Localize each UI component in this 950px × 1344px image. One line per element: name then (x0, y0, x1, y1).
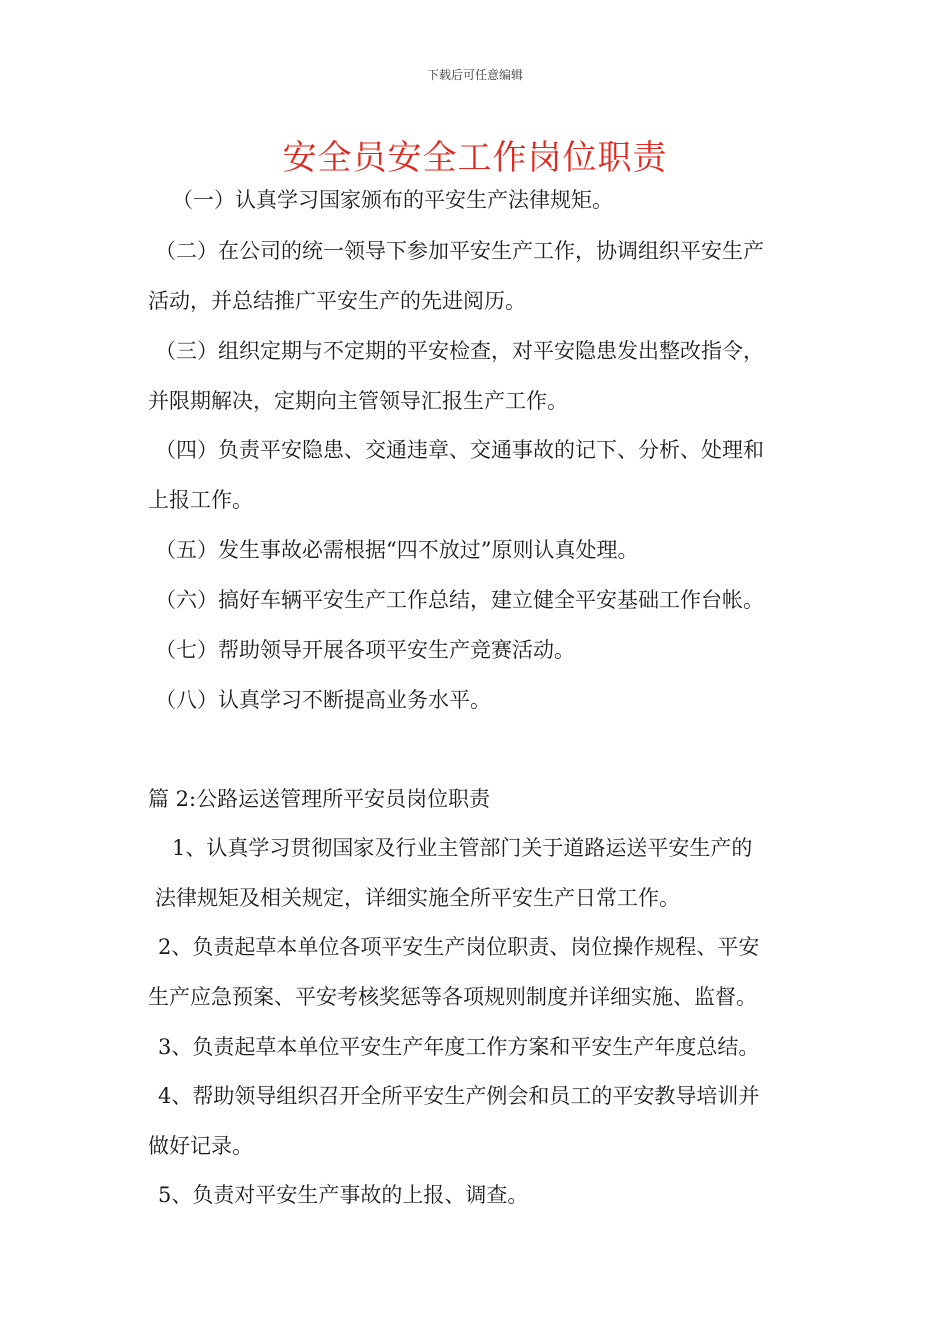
paragraph-line: 上报工作。 (148, 488, 253, 512)
paragraph-line: 2、负责起草本单位各项平安生产岗位职责、岗位操作规程、平安 (158, 935, 760, 959)
paragraph-line: 5、负责对平安生产事故的上报、调查。 (158, 1183, 529, 1207)
paragraph-line: （八）认真学习不断提高业务水平。 (155, 688, 491, 712)
paragraph-line: （三）组织定期与不定期的平安检查，对平安隐患发出整改指令， (155, 339, 764, 363)
paragraph-line: 生产应急预案、平安考核奖惩等各项规则制度并详细实施、监督。 (148, 985, 757, 1009)
section-heading: 篇 2:公路运送管理所平安员岗位职责 (148, 787, 491, 811)
paragraph-line: 法律规矩及相关规定，详细实施全所平安生产日常工作。 (155, 886, 680, 910)
document-title: 安全员安全工作岗位职责 (282, 138, 668, 178)
paragraph-line: 活动，并总结推广平安生产的先进阅历。 (148, 289, 526, 313)
paragraph-line: 1、认真学习贯彻国家及行业主管部门关于道路运送平安生产的 (172, 836, 753, 860)
paragraph-line: 做好记录。 (148, 1134, 253, 1158)
paragraph-line: （一）认真学习国家颁布的平安生产法律规矩。 (172, 188, 613, 212)
header-note: 下载后可任意编辑 (426, 68, 523, 82)
paragraph-line: 并限期解决，定期向主管领导汇报生产工作。 (148, 389, 568, 413)
paragraph-line: 4、帮助领导组织召开全所平安生产例会和员工的平安教导培训并 (158, 1084, 760, 1108)
paragraph-line: （七）帮助领导开展各项平安生产竞赛活动。 (155, 638, 575, 662)
paragraph-line: （六）搞好车辆平安生产工作总结，建立健全平安基础工作台帐。 (155, 588, 764, 612)
paragraph-line: （五）发生事故必需根据“四不放过”原则认真处理。 (155, 538, 639, 562)
paragraph-line: 3、负责起草本单位平安生产年度工作方案和平安生产年度总结。 (158, 1035, 760, 1059)
paragraph-line: （四）负责平安隐患、交通违章、交通事故的记下、分析、处理和 (155, 438, 764, 462)
paragraph-line: （二）在公司的统一领导下参加平安生产工作，协调组织平安生产 (155, 239, 764, 263)
